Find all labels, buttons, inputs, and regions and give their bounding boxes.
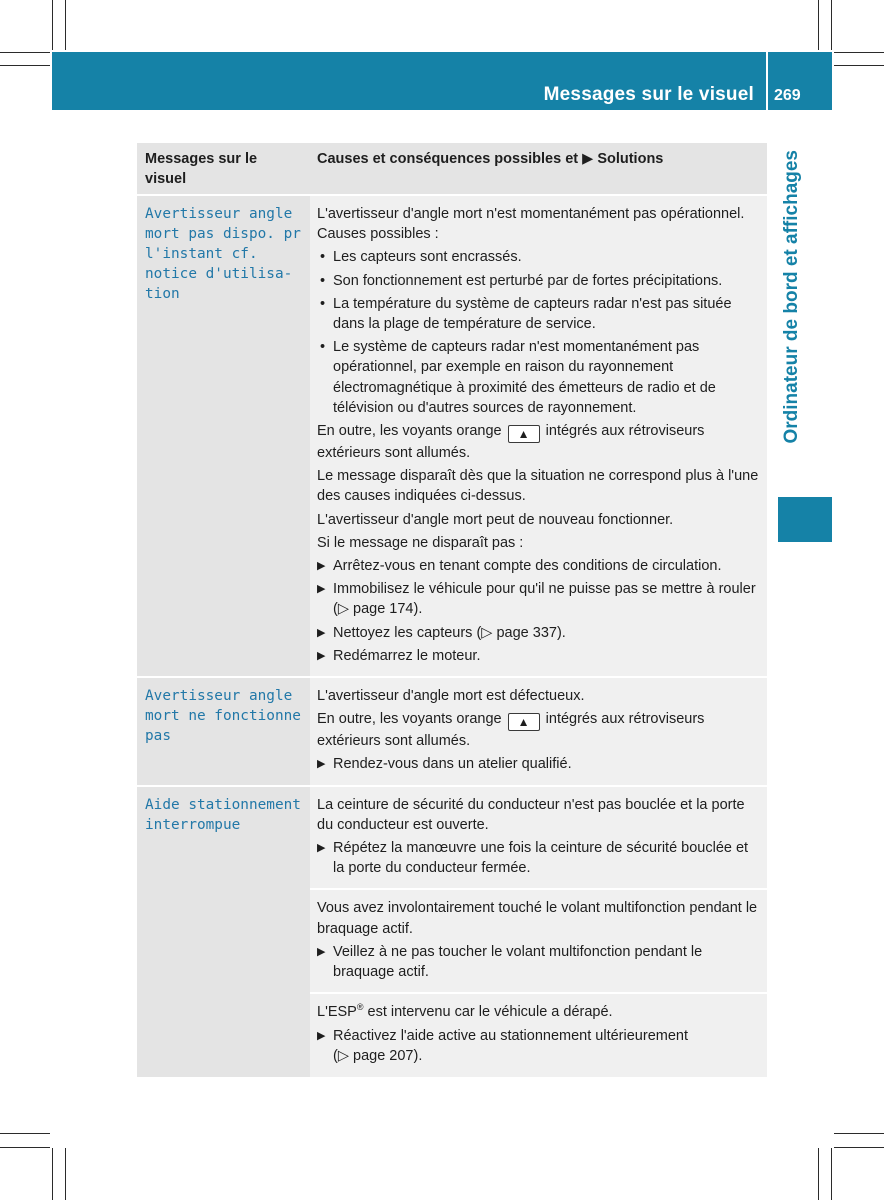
cause-section <box>310 994 767 1077</box>
message-line: notice d'utilisa- <box>145 266 293 282</box>
message-line: pas <box>145 728 171 745</box>
cause-bullet: • Le système de capteurs radar n'est momentanément pas opérationnel, par exemple en raison du rayonnement électromagnétique à proximité des émetteurs de radio et de télévision ou d'autres sources de rayonnement. <box>320 339 716 416</box>
bullet-icon: • <box>320 339 326 356</box>
info-text: Le message disparaît dès que la situation ne correspond plus à l'une des causes indiquées ci-dessus. <box>317 468 759 505</box>
bullet-icon: • <box>320 249 326 266</box>
crop-mark <box>0 1133 50 1134</box>
info-text: Si le message ne disparaît pas : <box>317 534 524 551</box>
warning-lamp-icon: ▲ <box>508 425 540 443</box>
crop-mark <box>834 1147 884 1148</box>
message-line: mort ne fonctionne <box>145 708 301 725</box>
action-step: ▶ Redémarrez le moteur. <box>317 646 761 666</box>
message-line: Aide stationnement <box>145 796 301 813</box>
side-tab-marker <box>778 497 832 542</box>
table-row <box>137 787 767 1077</box>
action-arrow-icon: ▶ <box>317 758 326 771</box>
message-line: mort pas dispo. pr <box>145 226 301 242</box>
messages-table <box>137 143 767 1077</box>
side-tab-title-area <box>776 150 808 490</box>
action-arrow-icon: ▶ <box>317 626 326 639</box>
action-step: ▶ Immobilisez le véhicule pour qu'il ne puisse pas se mettre à rouler (▷ page 174). <box>317 581 756 618</box>
display-message <box>137 678 310 785</box>
crop-mark <box>834 52 884 53</box>
page-number: 269 <box>774 87 801 104</box>
message-line: tion <box>145 286 180 302</box>
display-message <box>137 196 310 676</box>
action-arrow-icon: ▶ <box>317 649 326 662</box>
message-line: Avertisseur angle <box>145 688 293 705</box>
lamps-note: En outre, les voyants orange ▲ intégrés aux rétroviseurs extérieurs sont allumés. <box>317 711 705 750</box>
action-step: ▶ Répétez la manœuvre une fois la ceinture de sécurité bouclée et la porte du conducteur fermée. <box>317 840 749 877</box>
action-arrow-icon: ▶ <box>317 945 326 958</box>
action-step: ▶ Nettoyez les capteurs (▷ page 337). <box>317 623 761 643</box>
cause-intro: L'avertisseur d'angle mort n'est momentanément pas opérationnel. Causes possibles : <box>317 206 745 243</box>
message-line: interrompue <box>145 816 241 833</box>
action-arrow-icon: ▶ <box>317 842 326 855</box>
crop-mark <box>65 1148 66 1200</box>
crop-mark <box>0 65 50 66</box>
cause-text: L'ESP® est intervenu car le véhicule a dérapé. <box>317 1002 613 1021</box>
cause-bullet: • La température du système de capteurs radar n'est pas située dans la plage de température de service. <box>320 295 732 333</box>
info-text: L'avertisseur d'angle mort peut de nouveau fonctionner. <box>317 511 674 528</box>
action-step: ▶ Arrêtez-vous en tenant compte des conditions de circulation. <box>317 556 761 576</box>
bullet-icon: • <box>320 272 326 289</box>
table-row <box>137 196 767 676</box>
causes-cell <box>310 196 767 676</box>
cause-text: Vous avez involontairement touché le volant multifonction pendant le braquage actif. <box>317 900 758 937</box>
cause-bullet: • Son fonctionnement est perturbé par de fortes précipitations. <box>317 271 761 291</box>
action-step: ▶ Réactivez l'aide active au stationnement ultérieurement (▷ page 207). <box>317 1027 688 1064</box>
column-header-messages: Messages sur le visuel <box>137 143 310 194</box>
message-line: Avertisseur angle <box>145 206 293 222</box>
page-number-block <box>768 52 832 110</box>
column-header-causes: Causes et conséquences possibles et ▶ Solutions <box>310 143 767 194</box>
action-arrow-icon: ▶ <box>317 583 326 596</box>
side-tab-title: Ordinateur de bord et affichages <box>781 150 802 444</box>
action-step: ▶ Rendez-vous dans un atelier qualifié. <box>317 754 761 774</box>
page-title: Messages sur le visuel <box>543 84 754 105</box>
action-arrow-icon: ▶ <box>317 560 326 573</box>
causes-cell <box>310 678 767 785</box>
crop-mark <box>52 0 53 50</box>
header-band <box>52 52 766 110</box>
crop-mark <box>834 65 884 66</box>
cause-section <box>310 787 767 889</box>
crop-mark <box>818 0 819 50</box>
crop-mark <box>52 1148 53 1200</box>
cause-section <box>310 890 767 992</box>
table-header-row <box>137 143 767 194</box>
message-line: l'instant cf. <box>145 246 258 262</box>
action-arrow-icon: ▶ <box>317 1029 326 1042</box>
crop-mark <box>831 0 832 50</box>
crop-mark <box>818 1148 819 1200</box>
cause-intro: L'avertisseur d'angle mort est défectueux. <box>317 688 585 705</box>
crop-mark <box>65 0 66 50</box>
causes-cell <box>310 787 767 1077</box>
cause-bullet: • Les capteurs sont encrassés. <box>317 247 761 267</box>
warning-lamp-icon: ▲ <box>508 713 540 731</box>
crop-mark <box>834 1133 884 1134</box>
cause-text: La ceinture de sécurité du conducteur n'est pas bouclée et la porte du conducteur est ouverte. <box>317 796 745 833</box>
display-message <box>137 787 310 1077</box>
crop-mark <box>831 1148 832 1200</box>
crop-mark <box>0 1147 50 1148</box>
table-row <box>137 678 767 785</box>
action-step: ▶ Veillez à ne pas toucher le volant multifonction pendant le braquage actif. <box>317 943 703 981</box>
bullet-icon: • <box>320 295 326 312</box>
lamps-note: En outre, les voyants orange ▲ intégrés aux rétroviseurs extérieurs sont allumés. <box>317 423 705 462</box>
crop-mark <box>0 52 50 53</box>
